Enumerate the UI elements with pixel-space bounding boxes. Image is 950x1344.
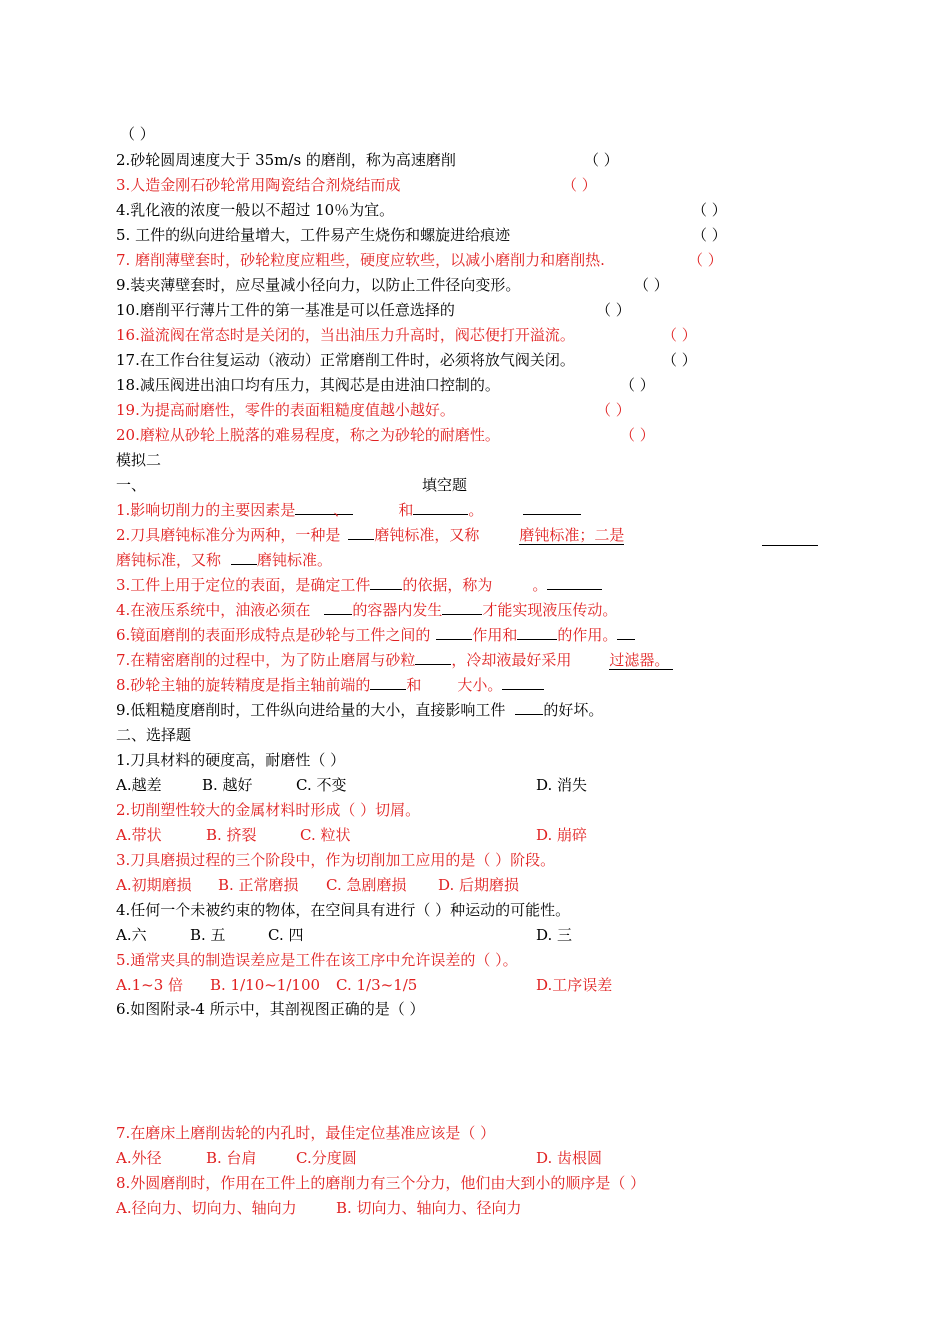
fill-q1-text-a: 1.影响切削力的主要因素是 [116, 501, 296, 519]
fill-blank[interactable] [231, 550, 257, 565]
choice-q5-opt-b[interactable]: B. 1/10~1/100 [210, 976, 321, 994]
fill-section-title: 填空题 [422, 476, 468, 494]
fill-q8-text-c: 大小。 [457, 676, 503, 694]
fill-blank[interactable] [413, 500, 468, 515]
fill-blank[interactable] [421, 676, 457, 690]
choice-q3-stem: 3.刀具磨损过程的三个阶段中，作为切削加工应用的是（ ）阶段。 [116, 851, 556, 869]
fill-blank[interactable] [523, 500, 581, 515]
choice-q8-stem: 8.外圆磨削时，作用在工件上的磨削力有三个分力，他们由大到小的顺序是（ ） [116, 1174, 646, 1192]
fill-q7-text-c: 过滤器。 [609, 651, 673, 670]
fill-q6 [116, 625, 635, 645]
fill-section-num: 一、 [116, 476, 147, 494]
fill-q2-text-a: 2.刀具磨钝标准分为两种，一种是 [116, 526, 341, 544]
fill-blank[interactable] [547, 575, 602, 590]
choice-q1-opt-c[interactable]: C. 不变 [296, 776, 347, 794]
fill-blank[interactable] [479, 526, 519, 540]
choice-q1-opt-d[interactable]: D. 消失 [536, 776, 588, 794]
fill-q3-text-b: 的依据，称为 [402, 576, 493, 594]
judge-answer-paren[interactable]: （ ） [596, 301, 631, 319]
choice-q8-opt-b[interactable]: B. 切向力、轴向力、径向力 [336, 1199, 522, 1217]
fill-q7 [116, 650, 673, 670]
top-paren: （ ） [120, 125, 155, 143]
fill-blank[interactable] [436, 625, 472, 640]
fill-q8 [116, 675, 544, 695]
judge-answer-paren[interactable]: （ ） [620, 426, 655, 444]
choice-q5-opt-c[interactable]: C. 1/3~1/5 [336, 976, 418, 994]
fill-blank[interactable] [502, 675, 544, 690]
choice-q3-opt-d[interactable]: D. 后期磨损 [438, 876, 520, 894]
fill-q4-text-b: 的容器内发生 [352, 601, 443, 619]
judge-item: 10.磨削平行薄片工件的第一基准是可以任意选择的 [116, 301, 455, 319]
choice-q4-opt-d[interactable]: D. 三 [536, 926, 573, 944]
fill-blank[interactable] [348, 525, 374, 540]
judge-answer-paren[interactable]: （ ） [562, 176, 597, 194]
judge-item: 20.磨粒从砂轮上脱落的难易程度，称之为砂轮的耐磨性。 [116, 426, 500, 444]
judge-answer-paren[interactable]: （ ） [662, 326, 697, 344]
fill-blank[interactable] [324, 600, 352, 615]
fill-q3-text-c: 。 [532, 576, 548, 594]
fill-q2-line2 [116, 550, 332, 570]
choice-q2-opt-c[interactable]: C. 粒状 [300, 826, 351, 844]
choice-q4-opt-a[interactable]: A.六 [116, 926, 147, 944]
choice-q7-stem: 7.在磨床上磨削齿轮的内孔时，最佳定位基准应该是（ ） [116, 1124, 496, 1142]
choice-q3-opt-c[interactable]: C. 急剧磨损 [326, 876, 407, 894]
judge-item: 18.减压阀进出油口均有压力，其阀芯是由进油口控制的。 [116, 376, 500, 394]
judge-item: 5. 工件的纵向进给量增大，工件易产生烧伤和螺旋进给痕迹 [116, 226, 511, 244]
choice-q7-opt-d[interactable]: D. 齿根圆 [536, 1149, 603, 1167]
fill-blank[interactable] [762, 545, 818, 546]
fill-blank[interactable] [370, 675, 406, 690]
fill-q6-text-c: 的作用。 [557, 626, 618, 644]
choice-q7-opt-a[interactable]: A.外径 [116, 1149, 162, 1167]
fill-q9 [116, 700, 603, 720]
fill-q1-text-c: 和 [398, 501, 414, 519]
choice-q1-stem: 1.刀具材料的硬度高，耐磨性（ ） [116, 751, 346, 769]
judge-answer-paren[interactable]: （ ） [584, 151, 619, 169]
fill-q9-text-a: 9.低粗糙度磨削时，工件纵向进给量的大小，直接影响工件 [116, 701, 506, 719]
judge-answer-paren[interactable]: （ ） [634, 276, 669, 294]
fill-blank[interactable] [492, 576, 532, 590]
choice-q1-opt-b[interactable]: B. 越好 [202, 776, 253, 794]
fill-blank[interactable] [571, 651, 609, 665]
fill-blank[interactable] [515, 700, 543, 715]
choice-q3-opt-a[interactable]: A.初期磨损 [116, 876, 192, 894]
fill-q1 [116, 500, 581, 520]
fill-q3-text-a: 3.工件上用于定位的表面，是确定工件 [116, 576, 371, 594]
choice-q2-stem: 2.切削塑性较大的金属材料时形成（ ）切屑。 [116, 801, 421, 819]
judge-item: 9.装夹薄壁套时，应尽量减小径向力，以防止工件径向变形。 [116, 276, 521, 294]
judge-item: 7. 磨削薄壁套时，砂轮粒度应粗些，硬度应软些，以减小磨削力和磨削热. [116, 251, 605, 269]
choice-q3-opt-b[interactable]: B. 正常磨损 [218, 876, 299, 894]
fill-q4-text-c: 才能实现液压传动。 [482, 601, 618, 619]
choice-q1-opt-a[interactable]: A.越差 [116, 776, 162, 794]
choice-q5-opt-d[interactable]: D.工序误差 [536, 976, 613, 994]
fill-blank[interactable] [617, 625, 635, 640]
fill-q7-text-a: 7.在精密磨削的过程中，为了防止磨屑与砂粒 [116, 651, 416, 669]
fill-q1-text-b: 、 [333, 501, 349, 519]
judge-answer-paren[interactable]: （ ） [620, 376, 655, 394]
choice-q2-opt-d[interactable]: D. 崩碎 [536, 826, 588, 844]
judge-item: 4.乳化液的浓度一般以不超过 10％为宜。 [116, 201, 395, 219]
fill-q4-text-a: 4.在液压系统中，油液必须在 [116, 601, 311, 619]
choice-q4-stem: 4.任何一个未被约束的物体，在空间具有进行（ ）种运动的可能性。 [116, 901, 571, 919]
choice-q4-opt-c[interactable]: C. 四 [268, 926, 304, 944]
fill-q4 [116, 600, 617, 620]
judge-answer-paren[interactable]: （ ） [688, 251, 723, 269]
mock2-title: 模拟二 [116, 451, 162, 469]
fill-blank[interactable] [415, 650, 451, 665]
fill-q1-text-d: 。 [468, 501, 484, 519]
choice-section-title: 二、选择题 [116, 726, 192, 744]
judge-answer-paren[interactable]: （ ） [692, 226, 727, 244]
fill-q6-text-b: 作用和 [472, 626, 518, 644]
fill-q2-text-b: 磨钝标准，又称 [374, 526, 480, 544]
choice-q7-opt-b[interactable]: B. 台肩 [206, 1149, 257, 1167]
choice-q8-opt-a[interactable]: A.径向力、切向力、轴向力 [116, 1199, 297, 1217]
fill-q8-text-b: 和 [406, 676, 422, 694]
fill-blank[interactable] [370, 575, 402, 590]
choice-q2-opt-a[interactable]: A.带状 [116, 826, 162, 844]
choice-q7-opt-c[interactable]: C.分度圆 [296, 1149, 357, 1167]
choice-q5-stem: 5.通常夹具的制造误差应是工件在该工序中允许误差的（ ）。 [116, 951, 518, 969]
choice-q6-stem: 6.如图附录-4 所示中，其剖视图正确的是（ ） [116, 1000, 425, 1018]
judge-item: 3.人造金刚石砂轮常用陶瓷结合剂烧结而成 [116, 176, 401, 194]
choice-q2-opt-b[interactable]: B. 挤裂 [206, 826, 257, 844]
fill-q2-text-e: 磨钝标准。 [257, 551, 333, 569]
choice-q5-opt-a[interactable]: A.1~3 倍 [116, 976, 184, 994]
fill-blank[interactable] [442, 600, 482, 615]
fill-q7-text-b: ，冷却液最好采用 [451, 651, 572, 669]
fill-q8-text-a: 8.砂轮主轴的旋转精度是指主轴前端的 [116, 676, 371, 694]
fill-q2-text-c: 磨钝标准；二是 [519, 526, 625, 544]
fill-q2-line1 [116, 525, 624, 545]
fill-q9-text-b: 的好坏。 [543, 701, 604, 719]
judge-item: 16.溢流阀在常态时是关闭的，当出油压力升高时，阀芯便打开溢流。 [116, 326, 575, 344]
judge-item: 19.为提高耐磨性，零件的表面粗糙度值越小越好。 [116, 401, 455, 419]
judge-answer-paren[interactable]: （ ） [662, 351, 697, 369]
fill-q3 [116, 575, 602, 595]
judge-item: 2.砂轮圆周速度大于 35m/s 的磨削，称为高速磨削 [116, 151, 456, 169]
choice-q4-opt-b[interactable]: B. 五 [190, 926, 226, 944]
fill-blank[interactable] [517, 625, 557, 640]
fill-q2-text-d: 磨钝标准，又称 [116, 551, 222, 569]
judge-answer-paren[interactable]: （ ） [692, 201, 727, 219]
judge-answer-paren[interactable]: （ ） [596, 401, 631, 419]
fill-q6-text-a: 6.镜面磨削的表面形成特点是砂轮与工件之间的 [116, 626, 431, 644]
judge-item: 17.在工作台往复运动（液动）正常磨削工件时，必须将放气阀关闭。 [116, 351, 575, 369]
